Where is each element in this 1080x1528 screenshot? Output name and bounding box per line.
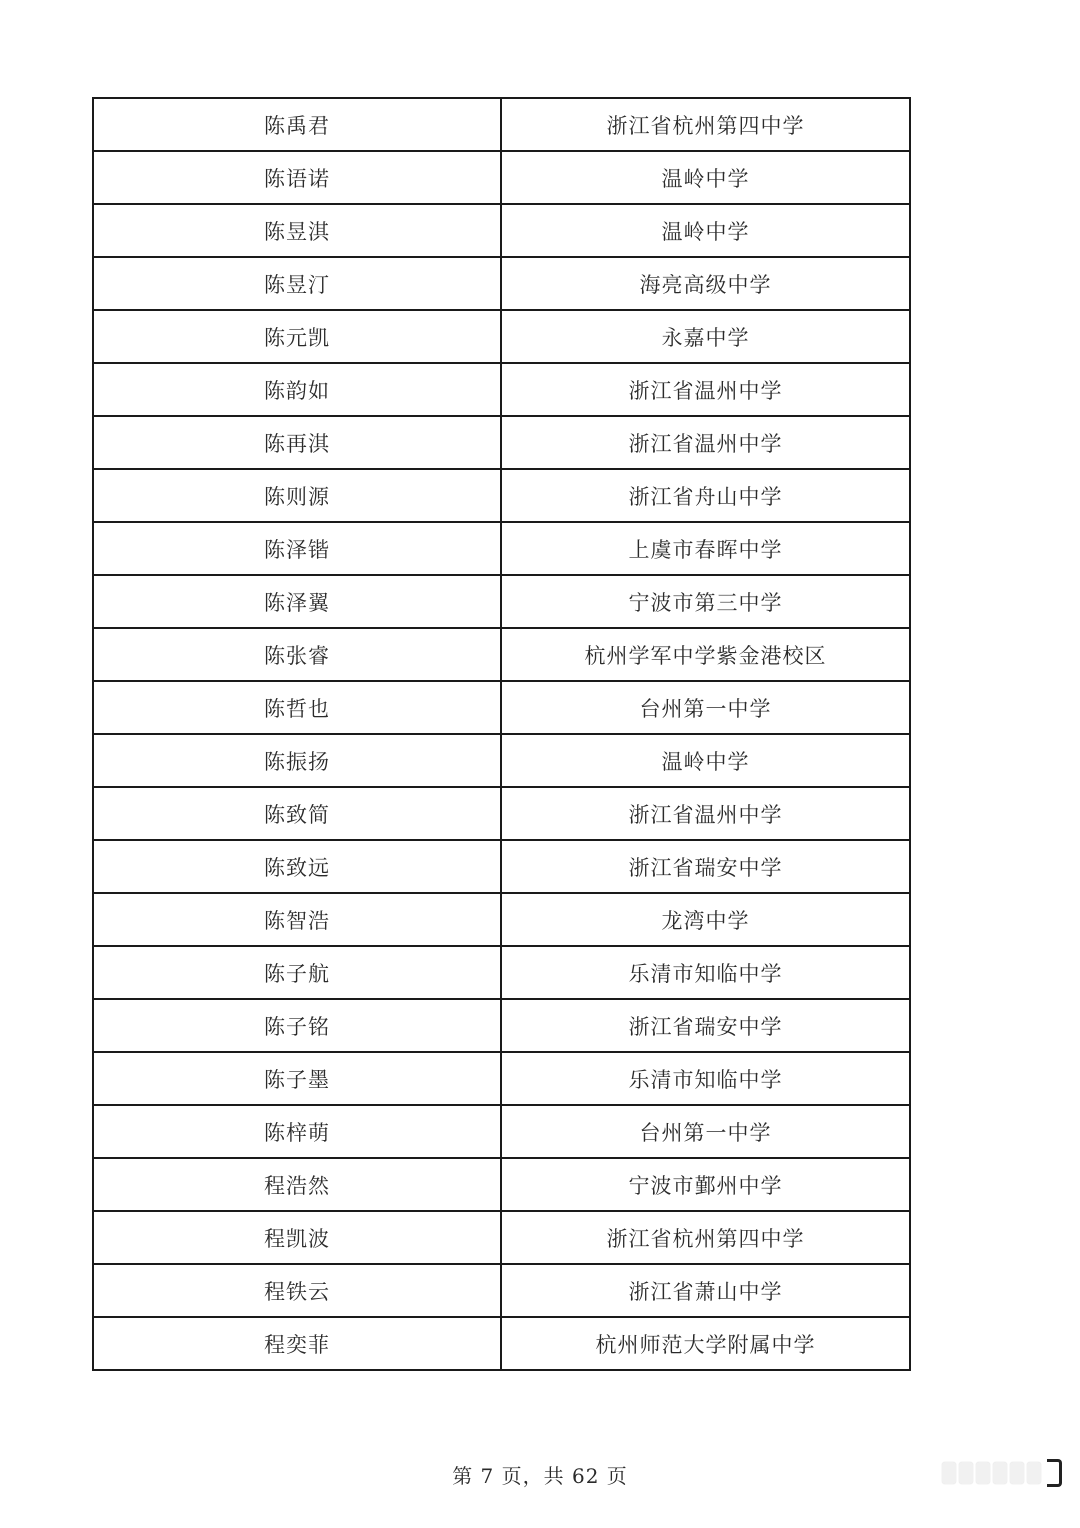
table-row bbox=[93, 363, 910, 416]
school-name-cell: 浙江省温州中学 bbox=[501, 787, 910, 840]
student-name-cell: 陈语诺 bbox=[93, 151, 501, 204]
table-row bbox=[93, 1211, 910, 1264]
watermark-bracket bbox=[1047, 1459, 1062, 1487]
school-name-cell: 龙湾中学 bbox=[501, 893, 910, 946]
roster-table bbox=[92, 97, 911, 1371]
school-name-cell: 宁波市第三中学 bbox=[501, 575, 910, 628]
app-watermark-icon bbox=[912, 1456, 1062, 1490]
student-name-cell: 陈梓萌 bbox=[93, 1105, 501, 1158]
table-row bbox=[93, 575, 910, 628]
school-name-cell: 浙江省杭州第四中学 bbox=[501, 98, 910, 151]
school-name-cell: 海亮高级中学 bbox=[501, 257, 910, 310]
school-name-cell: 乐清市知临中学 bbox=[501, 1052, 910, 1105]
school-name-cell: 浙江省瑞安中学 bbox=[501, 840, 910, 893]
table-row bbox=[93, 151, 910, 204]
table-row bbox=[93, 416, 910, 469]
table-row bbox=[93, 1052, 910, 1105]
table-row bbox=[93, 469, 910, 522]
school-name-cell: 浙江省萧山中学 bbox=[501, 1264, 910, 1317]
school-name-cell: 永嘉中学 bbox=[501, 310, 910, 363]
student-name-cell: 陈子铭 bbox=[93, 999, 501, 1052]
school-name-cell: 浙江省温州中学 bbox=[501, 416, 910, 469]
school-name-cell: 温岭中学 bbox=[501, 204, 910, 257]
student-name-cell: 程凯波 bbox=[93, 1211, 501, 1264]
table-row bbox=[93, 946, 910, 999]
page-footer: 第 7 页，共 62 页 bbox=[452, 1464, 628, 1488]
student-name-cell: 陈哲也 bbox=[93, 681, 501, 734]
student-name-cell: 陈泽翼 bbox=[93, 575, 501, 628]
school-name-cell: 浙江省瑞安中学 bbox=[501, 999, 910, 1052]
table-row bbox=[93, 257, 910, 310]
student-name-cell: 陈智浩 bbox=[93, 893, 501, 946]
table-row bbox=[93, 840, 910, 893]
school-name-cell: 浙江省舟山中学 bbox=[501, 469, 910, 522]
school-name-cell: 宁波市鄞州中学 bbox=[501, 1158, 910, 1211]
school-name-cell: 温岭中学 bbox=[501, 734, 910, 787]
student-name-cell: 陈再淇 bbox=[93, 416, 501, 469]
table-row bbox=[93, 1105, 910, 1158]
student-name-cell: 陈致简 bbox=[93, 787, 501, 840]
student-name-cell: 陈元凯 bbox=[93, 310, 501, 363]
school-name-cell: 杭州师范大学附属中学 bbox=[501, 1317, 910, 1370]
school-name-cell: 台州第一中学 bbox=[501, 681, 910, 734]
school-name-cell: 杭州学军中学紫金港校区 bbox=[501, 628, 910, 681]
school-name-cell: 浙江省温州中学 bbox=[501, 363, 910, 416]
table-row bbox=[93, 522, 910, 575]
student-name-cell: 陈则源 bbox=[93, 469, 501, 522]
watermark-dots bbox=[942, 1462, 1041, 1484]
student-name-cell: 陈昱淇 bbox=[93, 204, 501, 257]
table-row bbox=[93, 1158, 910, 1211]
student-name-cell: 陈禹君 bbox=[93, 98, 501, 151]
table-row bbox=[93, 999, 910, 1052]
school-name-cell: 温岭中学 bbox=[501, 151, 910, 204]
student-name-cell: 程铁云 bbox=[93, 1264, 501, 1317]
student-name-cell: 陈昱汀 bbox=[93, 257, 501, 310]
table-row bbox=[93, 628, 910, 681]
student-name-cell: 陈张睿 bbox=[93, 628, 501, 681]
student-name-cell: 陈子航 bbox=[93, 946, 501, 999]
student-name-cell: 陈振扬 bbox=[93, 734, 501, 787]
student-name-cell: 程浩然 bbox=[93, 1158, 501, 1211]
school-name-cell: 乐清市知临中学 bbox=[501, 946, 910, 999]
student-name-cell: 程奕菲 bbox=[93, 1317, 501, 1370]
table-row bbox=[93, 787, 910, 840]
table-row bbox=[93, 204, 910, 257]
table-row bbox=[93, 734, 910, 787]
table-row bbox=[93, 681, 910, 734]
student-name-cell: 陈韵如 bbox=[93, 363, 501, 416]
table-row bbox=[93, 98, 910, 151]
school-name-cell: 台州第一中学 bbox=[501, 1105, 910, 1158]
student-name-cell: 陈致远 bbox=[93, 840, 501, 893]
table-row bbox=[93, 310, 910, 363]
school-name-cell: 上虞市春晖中学 bbox=[501, 522, 910, 575]
student-name-cell: 陈子墨 bbox=[93, 1052, 501, 1105]
table-row bbox=[93, 893, 910, 946]
table-row bbox=[93, 1264, 910, 1317]
student-name-cell: 陈泽锴 bbox=[93, 522, 501, 575]
roster-table-body bbox=[93, 98, 910, 1370]
table-row bbox=[93, 1317, 910, 1370]
school-name-cell: 浙江省杭州第四中学 bbox=[501, 1211, 910, 1264]
